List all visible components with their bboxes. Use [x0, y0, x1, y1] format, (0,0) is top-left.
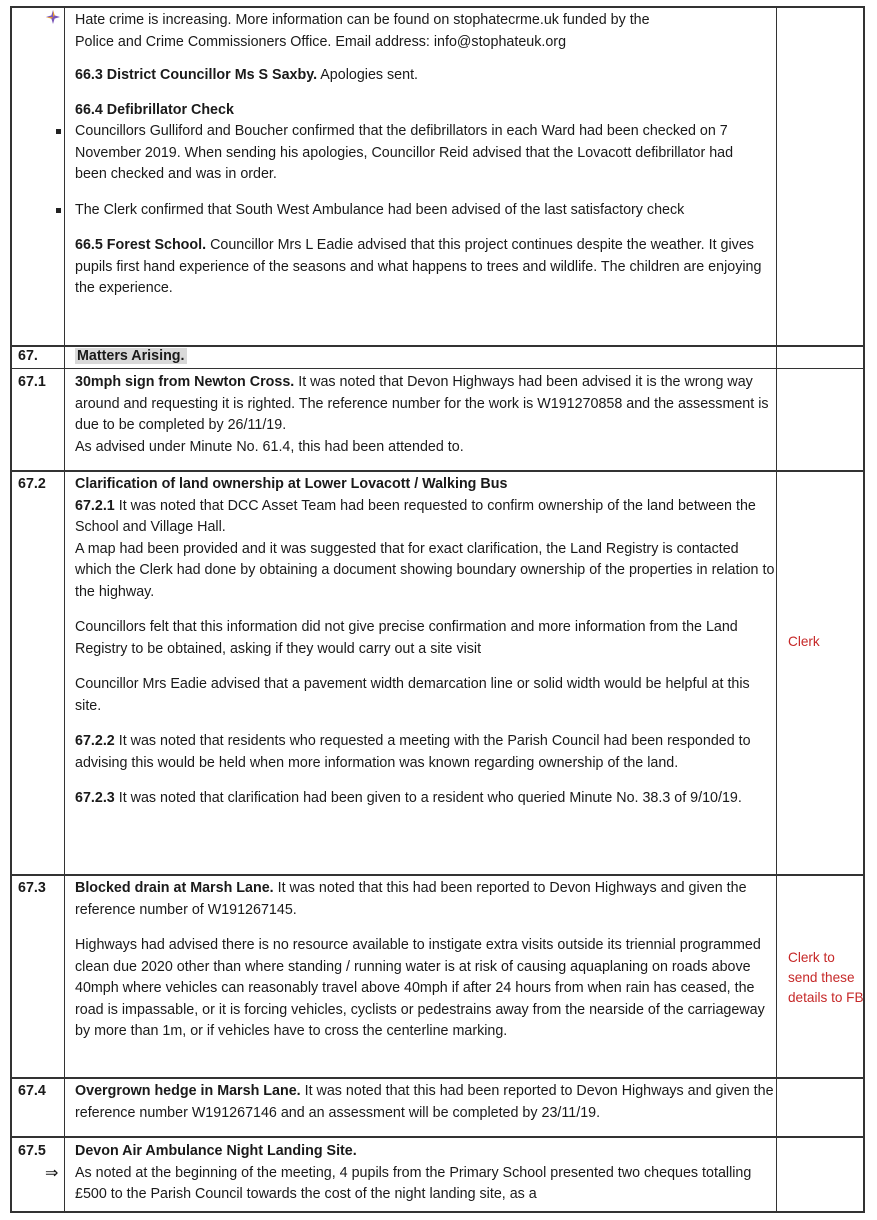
minutes-table: [10, 6, 865, 1213]
defib-bullet-2: The Clerk confirmed that South West Ambulance had been advised of the last satisfactory check: [13, 200, 767, 222]
section-66-3-title: 66.3 District Councillor Ms S Saxby.: [75, 67, 318, 83]
section-66-3: [75, 65, 775, 87]
item-67-1-text: It was noted that Devon Highways had been advised it is the wrong way around and requesting it is righted. The reference number for the work is W191270858 and the assessment is due to be completed by 26/11/19.: [75, 374, 769, 433]
row-number-67-5: 67.5: [18, 1143, 46, 1159]
item-67-1-text-2: As advised under Minute No. 61.4, this had been attended to.: [75, 438, 464, 455]
item-67-2-councillors-text: Councillors felt that this information did not give precise confirmation and more information from the Land Registry to be obtained, asking if they would carry out a site visit: [75, 619, 738, 657]
section-66-5-text: Councillor Mrs L Eadie advised that this project continues despite the weather. It gives pupils first hand experience of the seasons and what happens to trees and wildlife. The children are enjoying the experience.: [75, 237, 762, 296]
hate-crime-line-2: Police and Crime Commissioners Office. Email address: info@stophateuk.org: [75, 33, 567, 50]
row-number-67-3: 67.3: [18, 880, 46, 896]
row-divider: [12, 1077, 863, 1079]
hate-crime-line-1: Hate crime is increasing. More information can be found on stophatecrme.uk funded by the: [75, 12, 650, 28]
column-divider-number: [64, 8, 65, 1211]
item-67-3-highways-text: Highways had advised there is no resource available to instigate extra visits outside its triennial programmed clean due 2020 other than where standing / running water is at risk of causing aquaplaning on roads above 40mph where vehicles can reasonably travel above 40mph if after 24 hours from when rain has ceased, the road is impassable, or it is forcing vehicles, cyclists or pedestrains away from the nearside of the carriageway by more than 1m, or if vehicles have to cross the centerline marking.: [75, 937, 765, 1039]
item-67-2-3-text: It was noted that clarification had been given to a resident who queried Minute No. 38.3 of 9/10/19.: [114, 790, 742, 806]
four-point-star-icon: [45, 9, 61, 33]
item-67-2-2-text: It was noted that residents who requested a meeting with the Parish Council had been responded to advising this would be held when more information was known regarding ownership of the land.: [75, 733, 751, 771]
item-67-3-title: Blocked drain at Marsh Lane.: [75, 880, 274, 896]
matters-arising-heading: Matters Arising.: [77, 348, 185, 364]
section-66-4-title: 66.4 Defibrillator Check: [75, 101, 234, 118]
column-divider-action: [776, 8, 777, 1211]
item-67-2: [75, 474, 775, 810]
item-67-3: [75, 878, 775, 1043]
item-67-2-1-text: It was noted that DCC Asset Team had been requested to confirm ownership of the land between the School and Village Hall.: [75, 497, 756, 535]
item-67-2-1-number: 67.2.1: [75, 497, 115, 514]
row-number-67-2: 67.2: [18, 476, 46, 492]
row-divider: [12, 874, 863, 876]
defib-bullet-1: Councillors Gulliford and Boucher confirmed that the defibrillators in each Ward had been checked on 7 November 2019. When sending his apologies, Councillor Reid advised that the Lovacott defibrillator had been checked and was in order.: [13, 121, 767, 186]
square-bullet-icon: [56, 129, 61, 134]
item-67-2-title: Clarification of land ownership at Lower Lovacott / Walking Bus: [75, 476, 508, 492]
row-number-67: 67.: [18, 348, 38, 364]
item-67-3-text: It was noted that this had been reported to Devon Highways and given the reference number of W191267145.: [75, 880, 747, 918]
row-divider: [12, 470, 863, 472]
square-bullet-icon: [56, 208, 61, 213]
item-67-5-bullet: ⇒ As noted at the beginning of the meeting, 4 pupils from the Primary School presented two cheques totalling £500 to the Parish Council towards the cost of the night landing site, as a: [45, 1164, 752, 1202]
action-clerk: Clerk: [788, 634, 820, 649]
item-67-4-title: Overgrown hedge in Marsh Lane.: [75, 1083, 301, 1099]
item-67-2-2-number: 67.2.2: [75, 733, 115, 749]
row-number-67-4: 67.4: [18, 1083, 46, 1099]
section-66-5: [75, 235, 775, 300]
item-67-5: [45, 1141, 775, 1206]
item-67-2-3-number: 67.2.3: [75, 790, 115, 806]
row-divider: [12, 368, 863, 369]
hate-crime-bullet: [13, 10, 775, 53]
item-67-1: [75, 372, 775, 458]
section-66-5-title: 66.5 Forest School.: [75, 237, 207, 253]
row-divider: [12, 1136, 863, 1138]
item-67-2-eadie-text: Councillor Mrs Eadie advised that a pavement width demarcation line or solid width would be helpful at this site.: [75, 676, 750, 714]
double-arrow-icon: ⇒: [45, 1164, 59, 1182]
item-67-5-title: Devon Air Ambulance Night Landing Site.: [75, 1143, 357, 1159]
section-66-continuation: [75, 10, 775, 300]
item-67-4: [75, 1081, 775, 1124]
item-67-1-title: 30mph sign from Newton Cross.: [75, 374, 295, 390]
action-clerk-send-details: Clerk to send these details to FB: [788, 950, 864, 1005]
item-67-2-1-text-b: A map had been provided and it was suggested that for exact clarification, the Land Registry is contacted which the Clerk had done by obtaining a document showing boundary ownership of the properties in relation to the highway.: [75, 540, 775, 600]
section-66-3-text: Apologies sent.: [317, 67, 419, 83]
item-67-4-text: It was noted that this had been reported to Devon Highways and given the reference number W191267146 and an assessment will be completed by 23/11/19.: [75, 1083, 774, 1121]
row-number-67-1: 67.1: [18, 374, 46, 390]
